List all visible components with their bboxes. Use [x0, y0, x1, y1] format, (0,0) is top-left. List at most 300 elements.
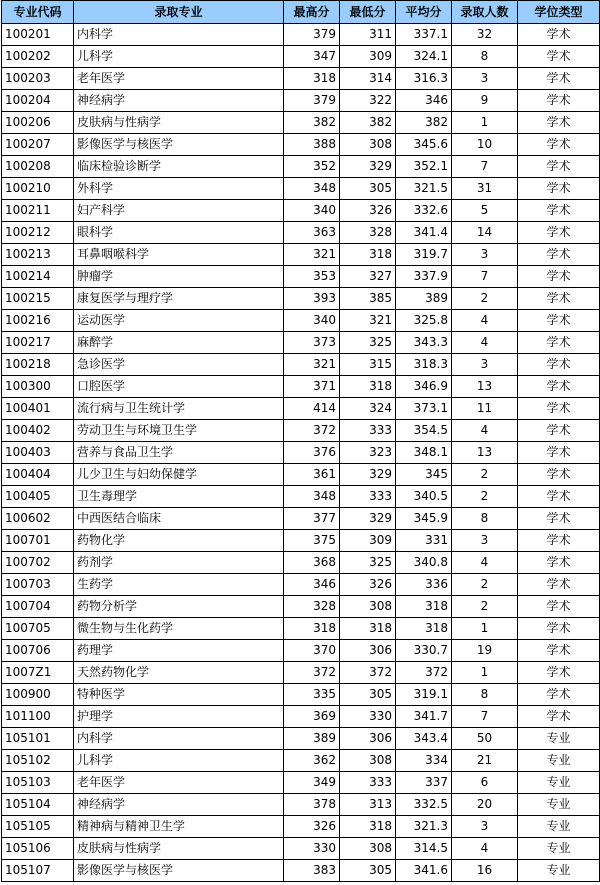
min-score-cell: 306 — [340, 728, 396, 750]
admitted-count-cell: 13 — [452, 442, 518, 464]
max-score-cell: 375 — [284, 530, 340, 552]
admitted-count-cell: 3 — [452, 816, 518, 838]
table-row — [2, 860, 600, 882]
min-score-cell: 326 — [340, 574, 396, 596]
min-score-cell: 330 — [340, 706, 396, 728]
degree-type-cell: 学术 — [518, 266, 600, 288]
avg-score-cell: 334 — [396, 750, 452, 772]
major-cell: 儿少卫生与妇幼保健学 — [74, 464, 284, 486]
max-score-cell: 372 — [284, 662, 340, 684]
degree-type-cell: 学术 — [518, 508, 600, 530]
degree-type-cell: 学术 — [518, 640, 600, 662]
degree-type-cell: 专业 — [518, 838, 600, 860]
admitted-count-cell: 4 — [452, 332, 518, 354]
admitted-count-cell: 7 — [452, 706, 518, 728]
degree-type-cell: 专业 — [518, 794, 600, 816]
code-cell: 100206 — [2, 112, 74, 134]
admitted-count-cell: 7 — [452, 156, 518, 178]
degree-type-cell: 学术 — [518, 398, 600, 420]
avg-score-cell: 332.6 — [396, 200, 452, 222]
code-cell: 105104 — [2, 794, 74, 816]
table-row — [2, 816, 600, 838]
degree-type-cell: 专业 — [518, 816, 600, 838]
table-row — [2, 376, 600, 398]
admitted-count-cell: 3 — [452, 354, 518, 376]
major-cell: 老年医学 — [74, 68, 284, 90]
table-row — [2, 46, 600, 68]
code-cell: 100900 — [2, 684, 74, 706]
major-cell: 运动医学 — [74, 310, 284, 332]
code-cell: 100201 — [2, 24, 74, 46]
admitted-count-cell: 2 — [452, 288, 518, 310]
admitted-count-cell: 10 — [452, 134, 518, 156]
degree-type-cell: 学术 — [518, 574, 600, 596]
table-row — [2, 750, 600, 772]
min-score-cell: 305 — [340, 178, 396, 200]
min-score-cell: 328 — [340, 222, 396, 244]
major-cell: 内科学 — [74, 24, 284, 46]
avg-score-cell: 324.1 — [396, 46, 452, 68]
table-row — [2, 530, 600, 552]
avg-score-cell: 372 — [396, 662, 452, 684]
major-cell: 皮肤病与性病学 — [74, 112, 284, 134]
table-row — [2, 772, 600, 794]
code-cell: 105107 — [2, 860, 74, 882]
code-cell: 100706 — [2, 640, 74, 662]
code-cell: 100204 — [2, 90, 74, 112]
max-score-cell: 347 — [284, 46, 340, 68]
major-cell: 微生物与生化药学 — [74, 618, 284, 640]
avg-score-cell: 345.6 — [396, 134, 452, 156]
avg-score-cell: 341.7 — [396, 706, 452, 728]
major-cell: 营养与食品卫生学 — [74, 442, 284, 464]
table-row — [2, 398, 600, 420]
major-cell: 药物分析学 — [74, 596, 284, 618]
major-cell: 妇产科学 — [74, 200, 284, 222]
admitted-count-cell: 2 — [452, 574, 518, 596]
max-score-cell: 328 — [284, 596, 340, 618]
min-score-cell: 305 — [340, 860, 396, 882]
avg-score-cell: 345.9 — [396, 508, 452, 530]
major-cell: 麻醉学 — [74, 332, 284, 354]
admitted-count-cell: 16 — [452, 860, 518, 882]
major-cell: 临床检验诊断学 — [74, 156, 284, 178]
table-row — [2, 310, 600, 332]
major-cell: 药理学 — [74, 640, 284, 662]
major-cell: 神经病学 — [74, 90, 284, 112]
degree-type-cell: 学术 — [518, 596, 600, 618]
major-cell: 神经病学 — [74, 794, 284, 816]
major-cell: 影像医学与核医学 — [74, 860, 284, 882]
major-cell: 外科学 — [74, 178, 284, 200]
table-row — [2, 178, 600, 200]
degree-type-cell: 学术 — [518, 200, 600, 222]
admitted-count-cell: 4 — [452, 838, 518, 860]
table-row — [2, 200, 600, 222]
degree-type-cell: 学术 — [518, 310, 600, 332]
min-score-cell: 329 — [340, 156, 396, 178]
code-cell: 105101 — [2, 728, 74, 750]
max-score-cell: 376 — [284, 442, 340, 464]
avg-score-cell: 318 — [396, 618, 452, 640]
max-score-cell: 318 — [284, 68, 340, 90]
major-cell: 影像医学与核医学 — [74, 134, 284, 156]
max-score-cell: 321 — [284, 244, 340, 266]
admitted-count-cell: 4 — [452, 310, 518, 332]
max-score-cell: 383 — [284, 860, 340, 882]
min-score-cell: 306 — [340, 640, 396, 662]
degree-type-cell: 学术 — [518, 552, 600, 574]
avg-score-cell: 337 — [396, 772, 452, 794]
avg-score-cell: 321.5 — [396, 178, 452, 200]
major-cell: 内科学 — [74, 728, 284, 750]
min-score-cell: 305 — [340, 684, 396, 706]
code-cell: 100213 — [2, 244, 74, 266]
code-cell: 105102 — [2, 750, 74, 772]
major-cell: 肿瘤学 — [74, 266, 284, 288]
code-cell: 100701 — [2, 530, 74, 552]
avg-score-cell: 389 — [396, 288, 452, 310]
max-score-cell: 348 — [284, 486, 340, 508]
admitted-count-cell: 13 — [452, 376, 518, 398]
header-avg-score: 平均分 — [396, 1, 452, 24]
avg-score-cell: 330.7 — [396, 640, 452, 662]
admitted-count-cell: 3 — [452, 244, 518, 266]
major-cell: 急诊医学 — [74, 354, 284, 376]
code-cell: 1007Z1 — [2, 662, 74, 684]
header-max-score: 最高分 — [284, 1, 340, 24]
avg-score-cell: 346.9 — [396, 376, 452, 398]
degree-type-cell: 学术 — [518, 332, 600, 354]
table-row — [2, 706, 600, 728]
table-row — [2, 486, 600, 508]
admitted-count-cell: 4 — [452, 552, 518, 574]
max-score-cell: 379 — [284, 24, 340, 46]
max-score-cell: 346 — [284, 574, 340, 596]
degree-type-cell: 学术 — [518, 156, 600, 178]
min-score-cell: 308 — [340, 750, 396, 772]
avg-score-cell: 340.5 — [396, 486, 452, 508]
major-cell: 儿科学 — [74, 46, 284, 68]
table-row — [2, 244, 600, 266]
degree-type-cell: 学术 — [518, 46, 600, 68]
admitted-count-cell: 31 — [452, 178, 518, 200]
max-score-cell: 370 — [284, 640, 340, 662]
avg-score-cell: 337.9 — [396, 266, 452, 288]
avg-score-cell: 318.3 — [396, 354, 452, 376]
degree-type-cell: 学术 — [518, 662, 600, 684]
min-score-cell: 325 — [340, 552, 396, 574]
major-cell: 儿科学 — [74, 750, 284, 772]
degree-type-cell: 学术 — [518, 684, 600, 706]
min-score-cell: 308 — [340, 134, 396, 156]
degree-type-cell: 学术 — [518, 288, 600, 310]
header-major: 录取专业 — [74, 1, 284, 24]
code-cell: 100704 — [2, 596, 74, 618]
major-cell: 特种医学 — [74, 684, 284, 706]
table-row — [2, 552, 600, 574]
code-cell: 100212 — [2, 222, 74, 244]
admitted-count-cell: 32 — [452, 24, 518, 46]
min-score-cell: 321 — [340, 310, 396, 332]
admitted-count-cell: 20 — [452, 794, 518, 816]
min-score-cell: 326 — [340, 200, 396, 222]
code-cell: 100300 — [2, 376, 74, 398]
code-cell: 100702 — [2, 552, 74, 574]
major-cell: 流行病与卫生统计学 — [74, 398, 284, 420]
min-score-cell: 308 — [340, 596, 396, 618]
table-row — [2, 464, 600, 486]
code-cell: 100215 — [2, 288, 74, 310]
avg-score-cell: 345 — [396, 464, 452, 486]
max-score-cell: 362 — [284, 750, 340, 772]
table-row — [2, 574, 600, 596]
code-cell: 105103 — [2, 772, 74, 794]
admitted-count-cell: 50 — [452, 728, 518, 750]
table-row — [2, 794, 600, 816]
min-score-cell: 382 — [340, 112, 396, 134]
min-score-cell: 324 — [340, 398, 396, 420]
min-score-cell: 315 — [340, 354, 396, 376]
degree-type-cell: 学术 — [518, 464, 600, 486]
admitted-count-cell: 1 — [452, 112, 518, 134]
degree-type-cell: 学术 — [518, 112, 600, 134]
major-cell: 药剂学 — [74, 552, 284, 574]
min-score-cell: 329 — [340, 464, 396, 486]
table-row — [2, 420, 600, 442]
admitted-count-cell: 2 — [452, 464, 518, 486]
min-score-cell: 314 — [340, 68, 396, 90]
avg-score-cell: 382 — [396, 112, 452, 134]
avg-score-cell: 341.4 — [396, 222, 452, 244]
code-cell: 100208 — [2, 156, 74, 178]
min-score-cell: 318 — [340, 816, 396, 838]
table-row — [2, 684, 600, 706]
min-score-cell: 333 — [340, 772, 396, 794]
avg-score-cell: 319.7 — [396, 244, 452, 266]
header-min-score: 最低分 — [340, 1, 396, 24]
max-score-cell: 363 — [284, 222, 340, 244]
code-cell: 100402 — [2, 420, 74, 442]
code-cell: 100405 — [2, 486, 74, 508]
admitted-count-cell: 3 — [452, 530, 518, 552]
degree-type-cell: 专业 — [518, 860, 600, 882]
min-score-cell: 311 — [340, 24, 396, 46]
degree-type-cell: 学术 — [518, 244, 600, 266]
code-cell: 100207 — [2, 134, 74, 156]
degree-type-cell: 学术 — [518, 618, 600, 640]
table-row — [2, 332, 600, 354]
code-cell: 100703 — [2, 574, 74, 596]
admitted-count-cell: 14 — [452, 222, 518, 244]
avg-score-cell: 343.3 — [396, 332, 452, 354]
table-row — [2, 354, 600, 376]
admitted-count-cell: 2 — [452, 486, 518, 508]
avg-score-cell: 332.5 — [396, 794, 452, 816]
code-cell: 100401 — [2, 398, 74, 420]
table-row — [2, 222, 600, 244]
code-cell: 101100 — [2, 706, 74, 728]
avg-score-cell: 325.8 — [396, 310, 452, 332]
major-cell: 耳鼻咽喉科学 — [74, 244, 284, 266]
min-score-cell: 333 — [340, 420, 396, 442]
code-cell: 100210 — [2, 178, 74, 200]
table-row — [2, 618, 600, 640]
min-score-cell: 309 — [340, 530, 396, 552]
table-row — [2, 596, 600, 618]
code-cell: 100218 — [2, 354, 74, 376]
admitted-count-cell: 1 — [452, 618, 518, 640]
degree-type-cell: 学术 — [518, 24, 600, 46]
major-cell: 天然药物化学 — [74, 662, 284, 684]
min-score-cell: 309 — [340, 46, 396, 68]
table-row — [2, 640, 600, 662]
major-cell: 卫生毒理学 — [74, 486, 284, 508]
major-cell: 精神病与精神卫生学 — [74, 816, 284, 838]
degree-type-cell: 学术 — [518, 134, 600, 156]
max-score-cell: 340 — [284, 200, 340, 222]
major-cell: 中西医结合临床 — [74, 508, 284, 530]
max-score-cell: 326 — [284, 816, 340, 838]
min-score-cell: 323 — [340, 442, 396, 464]
header-code: 专业代码 — [2, 1, 74, 24]
avg-score-cell: 337.1 — [396, 24, 452, 46]
max-score-cell: 340 — [284, 310, 340, 332]
min-score-cell: 318 — [340, 376, 396, 398]
admissions-table — [1, 0, 600, 882]
admitted-count-cell: 5 — [452, 200, 518, 222]
min-score-cell: 325 — [340, 332, 396, 354]
max-score-cell: 368 — [284, 552, 340, 574]
code-cell: 105105 — [2, 816, 74, 838]
admitted-count-cell: 4 — [452, 420, 518, 442]
min-score-cell: 308 — [340, 838, 396, 860]
code-cell: 100214 — [2, 266, 74, 288]
major-cell: 口腔医学 — [74, 376, 284, 398]
table-row — [2, 24, 600, 46]
major-cell: 皮肤病与性病学 — [74, 838, 284, 860]
header-degree-type: 学位类型 — [518, 1, 600, 24]
code-cell: 100403 — [2, 442, 74, 464]
max-score-cell: 393 — [284, 288, 340, 310]
code-cell: 100404 — [2, 464, 74, 486]
degree-type-cell: 学术 — [518, 530, 600, 552]
degree-type-cell: 学术 — [518, 376, 600, 398]
admitted-count-cell: 7 — [452, 266, 518, 288]
avg-score-cell: 348.1 — [396, 442, 452, 464]
max-score-cell: 369 — [284, 706, 340, 728]
admitted-count-cell: 2 — [452, 596, 518, 618]
admitted-count-cell: 19 — [452, 640, 518, 662]
degree-type-cell: 专业 — [518, 750, 600, 772]
max-score-cell: 349 — [284, 772, 340, 794]
max-score-cell: 373 — [284, 332, 340, 354]
min-score-cell: 322 — [340, 90, 396, 112]
degree-type-cell: 学术 — [518, 90, 600, 112]
major-cell: 康复医学与理疗学 — [74, 288, 284, 310]
table-row — [2, 508, 600, 530]
max-score-cell: 382 — [284, 112, 340, 134]
avg-score-cell: 341.6 — [396, 860, 452, 882]
table-row — [2, 442, 600, 464]
avg-score-cell: 354.5 — [396, 420, 452, 442]
avg-score-cell: 316.3 — [396, 68, 452, 90]
max-score-cell: 353 — [284, 266, 340, 288]
table-row — [2, 662, 600, 684]
table-row — [2, 134, 600, 156]
min-score-cell: 329 — [340, 508, 396, 530]
admitted-count-cell: 21 — [452, 750, 518, 772]
major-cell: 生药学 — [74, 574, 284, 596]
table-row — [2, 112, 600, 134]
table-row — [2, 156, 600, 178]
max-score-cell: 378 — [284, 794, 340, 816]
admitted-count-cell: 3 — [452, 68, 518, 90]
avg-score-cell: 373.1 — [396, 398, 452, 420]
admitted-count-cell: 6 — [452, 772, 518, 794]
avg-score-cell: 340.8 — [396, 552, 452, 574]
max-score-cell: 371 — [284, 376, 340, 398]
code-cell: 100216 — [2, 310, 74, 332]
admitted-count-cell: 9 — [452, 90, 518, 112]
degree-type-cell: 学术 — [518, 222, 600, 244]
code-cell: 100217 — [2, 332, 74, 354]
table-row — [2, 288, 600, 310]
code-cell: 100705 — [2, 618, 74, 640]
admitted-count-cell: 11 — [452, 398, 518, 420]
major-cell: 眼科学 — [74, 222, 284, 244]
degree-type-cell: 学术 — [518, 178, 600, 200]
avg-score-cell: 331 — [396, 530, 452, 552]
table-row — [2, 728, 600, 750]
admitted-count-cell: 8 — [452, 508, 518, 530]
max-score-cell: 389 — [284, 728, 340, 750]
major-cell: 老年医学 — [74, 772, 284, 794]
code-cell: 100211 — [2, 200, 74, 222]
admitted-count-cell: 8 — [452, 684, 518, 706]
admitted-count-cell: 8 — [452, 46, 518, 68]
max-score-cell: 330 — [284, 838, 340, 860]
header-row — [2, 1, 600, 24]
table-body — [2, 24, 600, 882]
avg-score-cell: 314.5 — [396, 838, 452, 860]
avg-score-cell: 343.4 — [396, 728, 452, 750]
max-score-cell: 372 — [284, 420, 340, 442]
admitted-count-cell: 1 — [452, 662, 518, 684]
avg-score-cell: 346 — [396, 90, 452, 112]
avg-score-cell: 319.1 — [396, 684, 452, 706]
major-cell: 劳动卫生与环境卫生学 — [74, 420, 284, 442]
max-score-cell: 388 — [284, 134, 340, 156]
degree-type-cell: 学术 — [518, 442, 600, 464]
max-score-cell: 348 — [284, 178, 340, 200]
degree-type-cell: 专业 — [518, 728, 600, 750]
min-score-cell: 372 — [340, 662, 396, 684]
table-row — [2, 266, 600, 288]
header-admitted-count: 录取人数 — [452, 1, 518, 24]
table-row — [2, 90, 600, 112]
major-cell: 护理学 — [74, 706, 284, 728]
major-cell: 药物化学 — [74, 530, 284, 552]
min-score-cell: 318 — [340, 244, 396, 266]
code-cell: 100203 — [2, 68, 74, 90]
max-score-cell: 321 — [284, 354, 340, 376]
degree-type-cell: 学术 — [518, 486, 600, 508]
max-score-cell: 414 — [284, 398, 340, 420]
min-score-cell: 313 — [340, 794, 396, 816]
min-score-cell: 327 — [340, 266, 396, 288]
min-score-cell: 385 — [340, 288, 396, 310]
